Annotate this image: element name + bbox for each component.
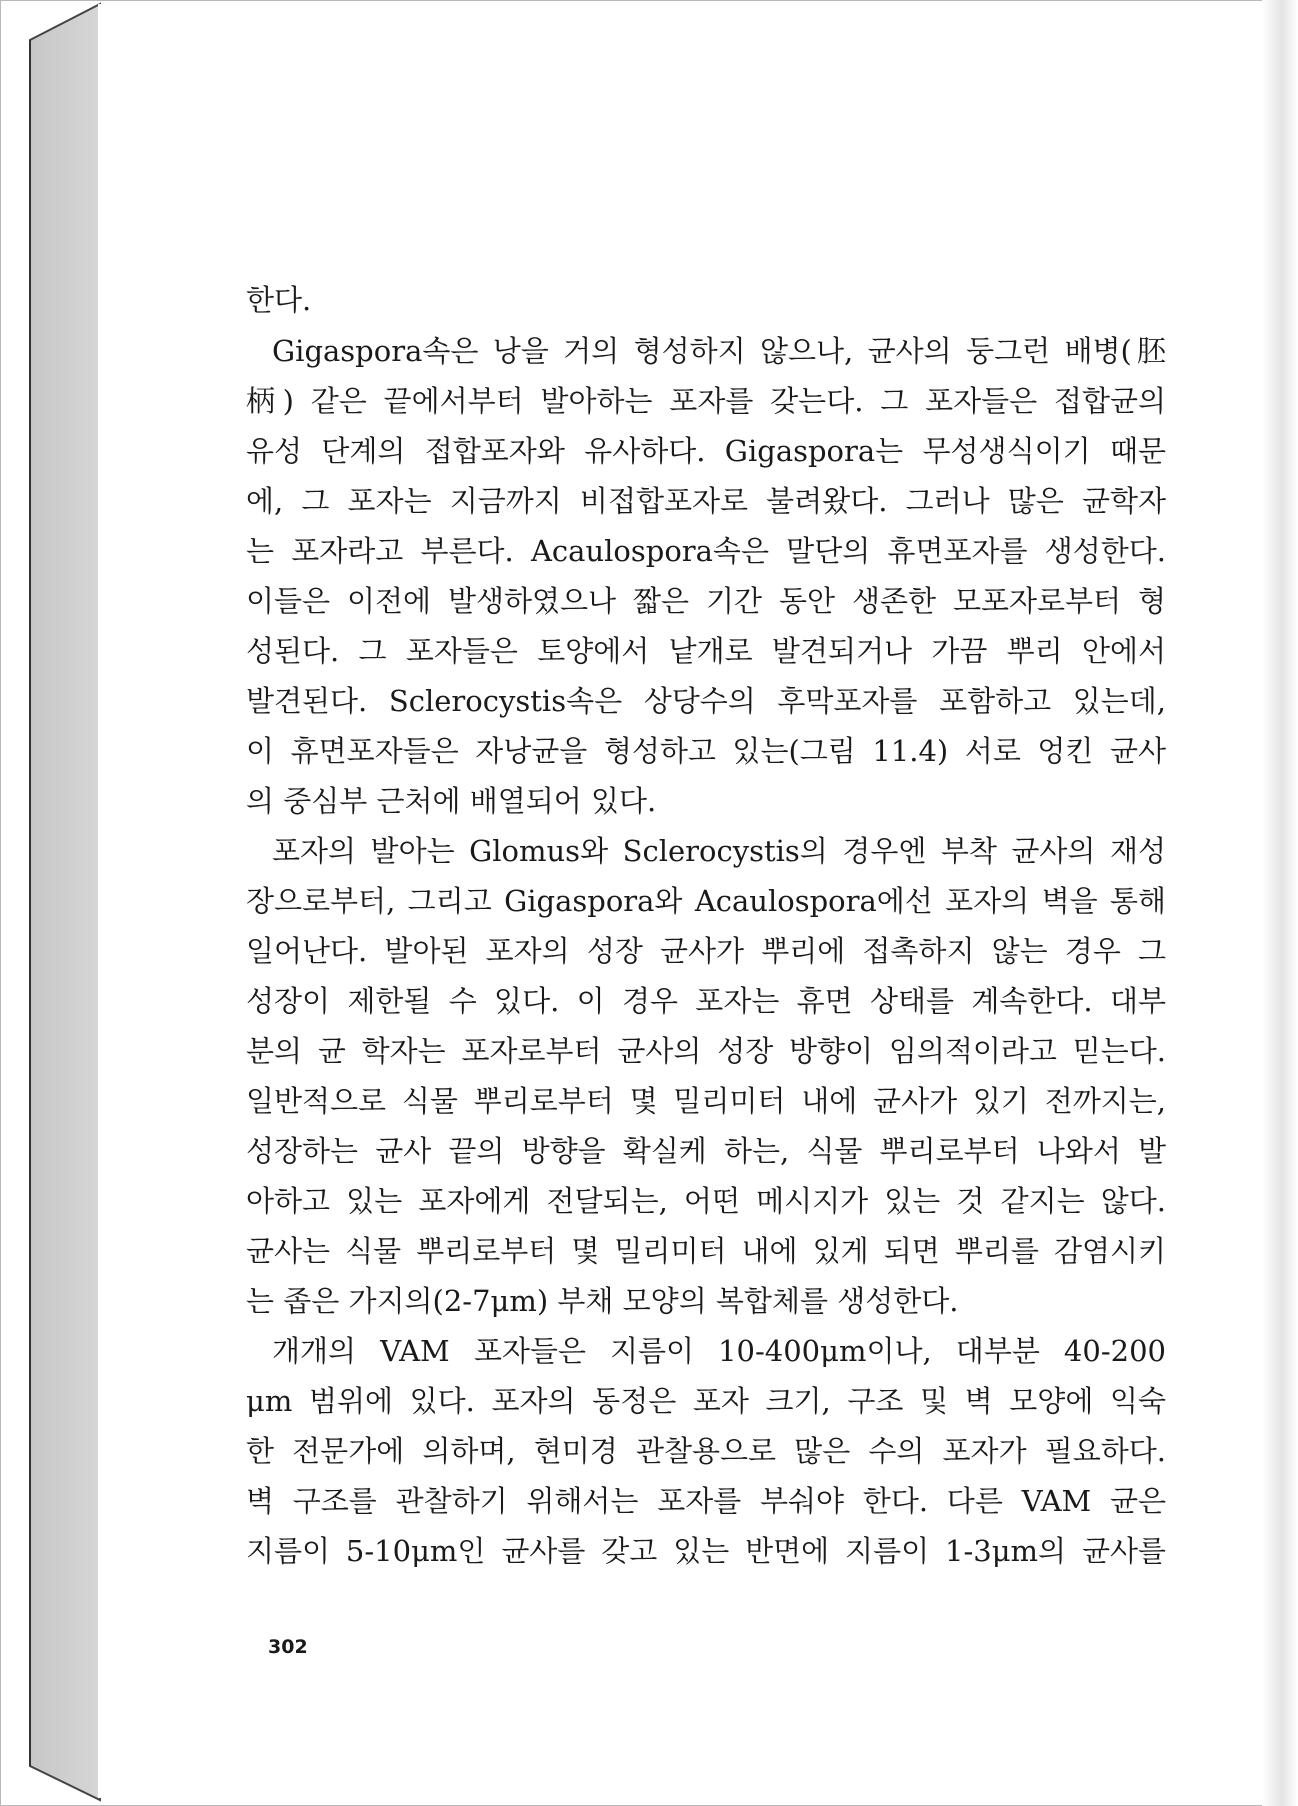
text-line: 이들은 이전에 발생하였으나 짧은 기간 동안 생존한 모포자로부터 형 [246, 584, 1166, 618]
text-line: 일어난다. 발아된 포자의 성장 균사가 뿌리에 접촉하지 않는 경우 그 [246, 934, 1166, 968]
text-line: 의 중심부 근처에 배열되어 있다. [246, 784, 657, 818]
text-line: 개개의 VAM 포자들은 지름이 10-400μm이나, 대부분 40-200 [272, 1334, 1166, 1368]
text-line: 柄) 같은 끝에서부터 발아하는 포자를 갖는다. 그 포자들은 접합균의 [246, 384, 1166, 418]
text-line: 한다. [246, 283, 312, 317]
text-line: 한 전문가에 의하며, 현미경 관찰용으로 많은 수의 포자가 필요하다. [246, 1434, 1166, 1468]
text-line: 발견된다. Sclerocystis속은 상당수의 후막포자를 포함하고 있는데, [246, 684, 1166, 718]
text-line: 아하고 있는 포자에게 전달되는, 어떤 메시지가 있는 것 같지는 않다. [246, 1184, 1166, 1218]
text-line: 성장이 제한될 수 있다. 이 경우 포자는 휴면 상태를 계속한다. 대부 [246, 984, 1166, 1018]
text-line: 벽 구조를 관찰하기 위해서는 포자를 부숴야 한다. 다른 VAM 균은 [246, 1484, 1166, 1518]
text-line: 에, 그 포자는 지금까지 비접합포자로 불려왔다. 그러나 많은 균학자 [246, 484, 1166, 518]
page-edge-shadow [1262, 0, 1298, 1806]
text-line: 유성 단계의 접합포자와 유사하다. Gigaspora는 무성생식이기 때문 [246, 434, 1166, 468]
text-line: μm 범위에 있다. 포자의 동정은 포자 크기, 구조 및 벽 모양에 익숙 [246, 1384, 1166, 1418]
page-number: 302 [268, 1636, 308, 1658]
text-line: 균사는 식물 뿌리로부터 몇 밀리미터 내에 있게 되면 뿌리를 감염시키 [246, 1234, 1166, 1268]
text-line: 지름이 5-10μm인 균사를 갖고 있는 반면에 지름이 1-3μm의 균사를 [246, 1534, 1166, 1568]
text-line: 는 포자라고 부른다. Acaulospora속은 말단의 휴면포자를 생성한다. [246, 534, 1166, 568]
text-line: 이 휴면포자들은 자낭균을 형성하고 있는(그림 11.4) 서로 엉킨 균사 [246, 734, 1166, 768]
text-line: 포자의 발아는 Glomus와 Sclerocystis의 경우엔 부착 균사의 재성 [272, 834, 1166, 868]
text-line: 성장하는 균사 끝의 방향을 확실케 하는, 식물 뿌리로부터 나와서 발 [246, 1134, 1166, 1168]
text-line: 장으로부터, 그리고 Gigaspora와 Acaulospora에선 포자의 벽을 통해 [246, 884, 1166, 918]
text-line: 분의 균 학자는 포자로부터 균사의 성장 방향이 임의적이라고 믿는다. [246, 1034, 1166, 1068]
text-line: 일반적으로 식물 뿌리로부터 몇 밀리미터 내에 균사가 있기 전까지는, [246, 1084, 1166, 1118]
text-line: 는 좁은 가지의(2-7μm) 부채 모양의 복합체를 생성한다. [246, 1284, 959, 1318]
text-line: Gigaspora속은 낭을 거의 형성하지 않으나, 균사의 둥그런 배병(胚 [272, 334, 1166, 368]
text-line: 성된다. 그 포자들은 토양에서 낱개로 발견되거나 가끔 뿌리 안에서 [246, 634, 1166, 668]
